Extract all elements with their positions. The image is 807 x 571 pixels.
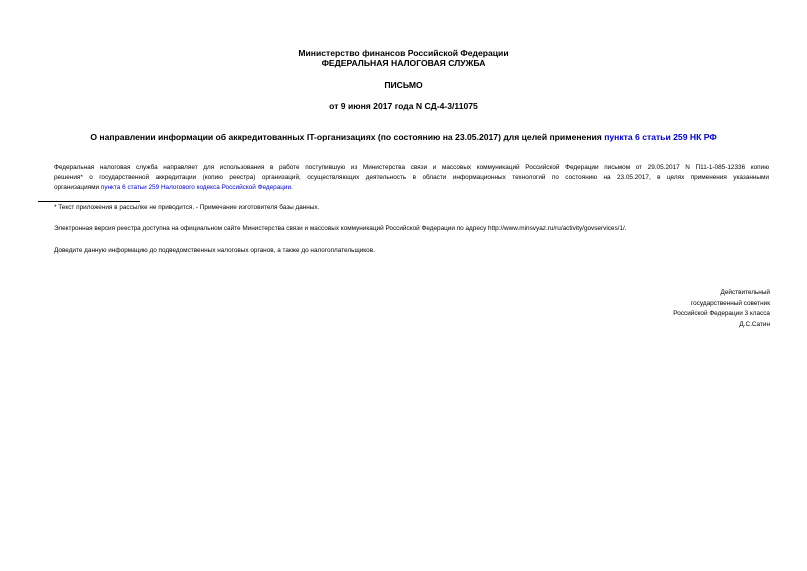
document-date: от 9 июня 2017 года N СД-4-3/11075 bbox=[329, 101, 478, 111]
ministry-name: Министерство финансов Российской Федерации bbox=[298, 48, 509, 58]
signature-title-2: государственный советник bbox=[690, 299, 770, 307]
document-subject bbox=[0, 132, 807, 142]
document-type: ПИСЬМО bbox=[384, 80, 423, 90]
tax-code-link[interactable]: пункта 6 статьи 259 Налогового кодекса Российской Федерации bbox=[100, 184, 292, 192]
subject-text: О направлении информации об аккредитованных IT-организациях (по состоянию на 23.05.2017) для целей применения bbox=[90, 132, 605, 142]
subject-law-link[interactable]: пункта 6 статьи 259 НК РФ bbox=[604, 132, 717, 142]
signature-title-3: Российской Федерации 3 класса bbox=[673, 310, 770, 317]
paragraph-main-line-1: Федеральная налоговая служба направляет для использования в работе поступившую из Министерства связи и массовых коммуникаций Российской Федерации письмом от 29.05.2017 N П11-1-085-12336 копию bbox=[54, 164, 769, 171]
paragraph-registry: Электронная версия реестра доступна на официальном сайте Министерства связи и массовых коммуникаций Российской Федерации по адресу http://www.minsvyaz.ru/ru/activity/govservices/1/. bbox=[54, 225, 627, 232]
service-name: ФЕДЕРАЛЬНАЯ НАЛОГОВАЯ СЛУЖБА bbox=[321, 58, 486, 68]
paragraph-instruction: Доведите данную информацию до подведомственных налоговых органов, а также до налогоплательщиков. bbox=[54, 247, 375, 254]
footnote: * Текст приложения в рассылке не приводится. - Примечание изготовителя базы данных. bbox=[54, 204, 320, 211]
paragraph-main bbox=[38, 163, 769, 194]
paragraph-main-line-3 bbox=[38, 183, 769, 193]
footnote-divider bbox=[38, 201, 140, 202]
signature-name: Д.С.Сатин bbox=[739, 320, 770, 328]
paragraph-main-prefix: организациями bbox=[54, 184, 101, 192]
paragraph-main-suffix: . bbox=[291, 184, 293, 192]
paragraph-main-line-2: решения* о государственной аккредитации (копию реестра) организаций, осуществляющих деятельность в области информационных технологий по состоянию на 23.05.2017, в целях применения указанными bbox=[54, 174, 769, 182]
signature-title-1: Действительный bbox=[720, 289, 770, 296]
